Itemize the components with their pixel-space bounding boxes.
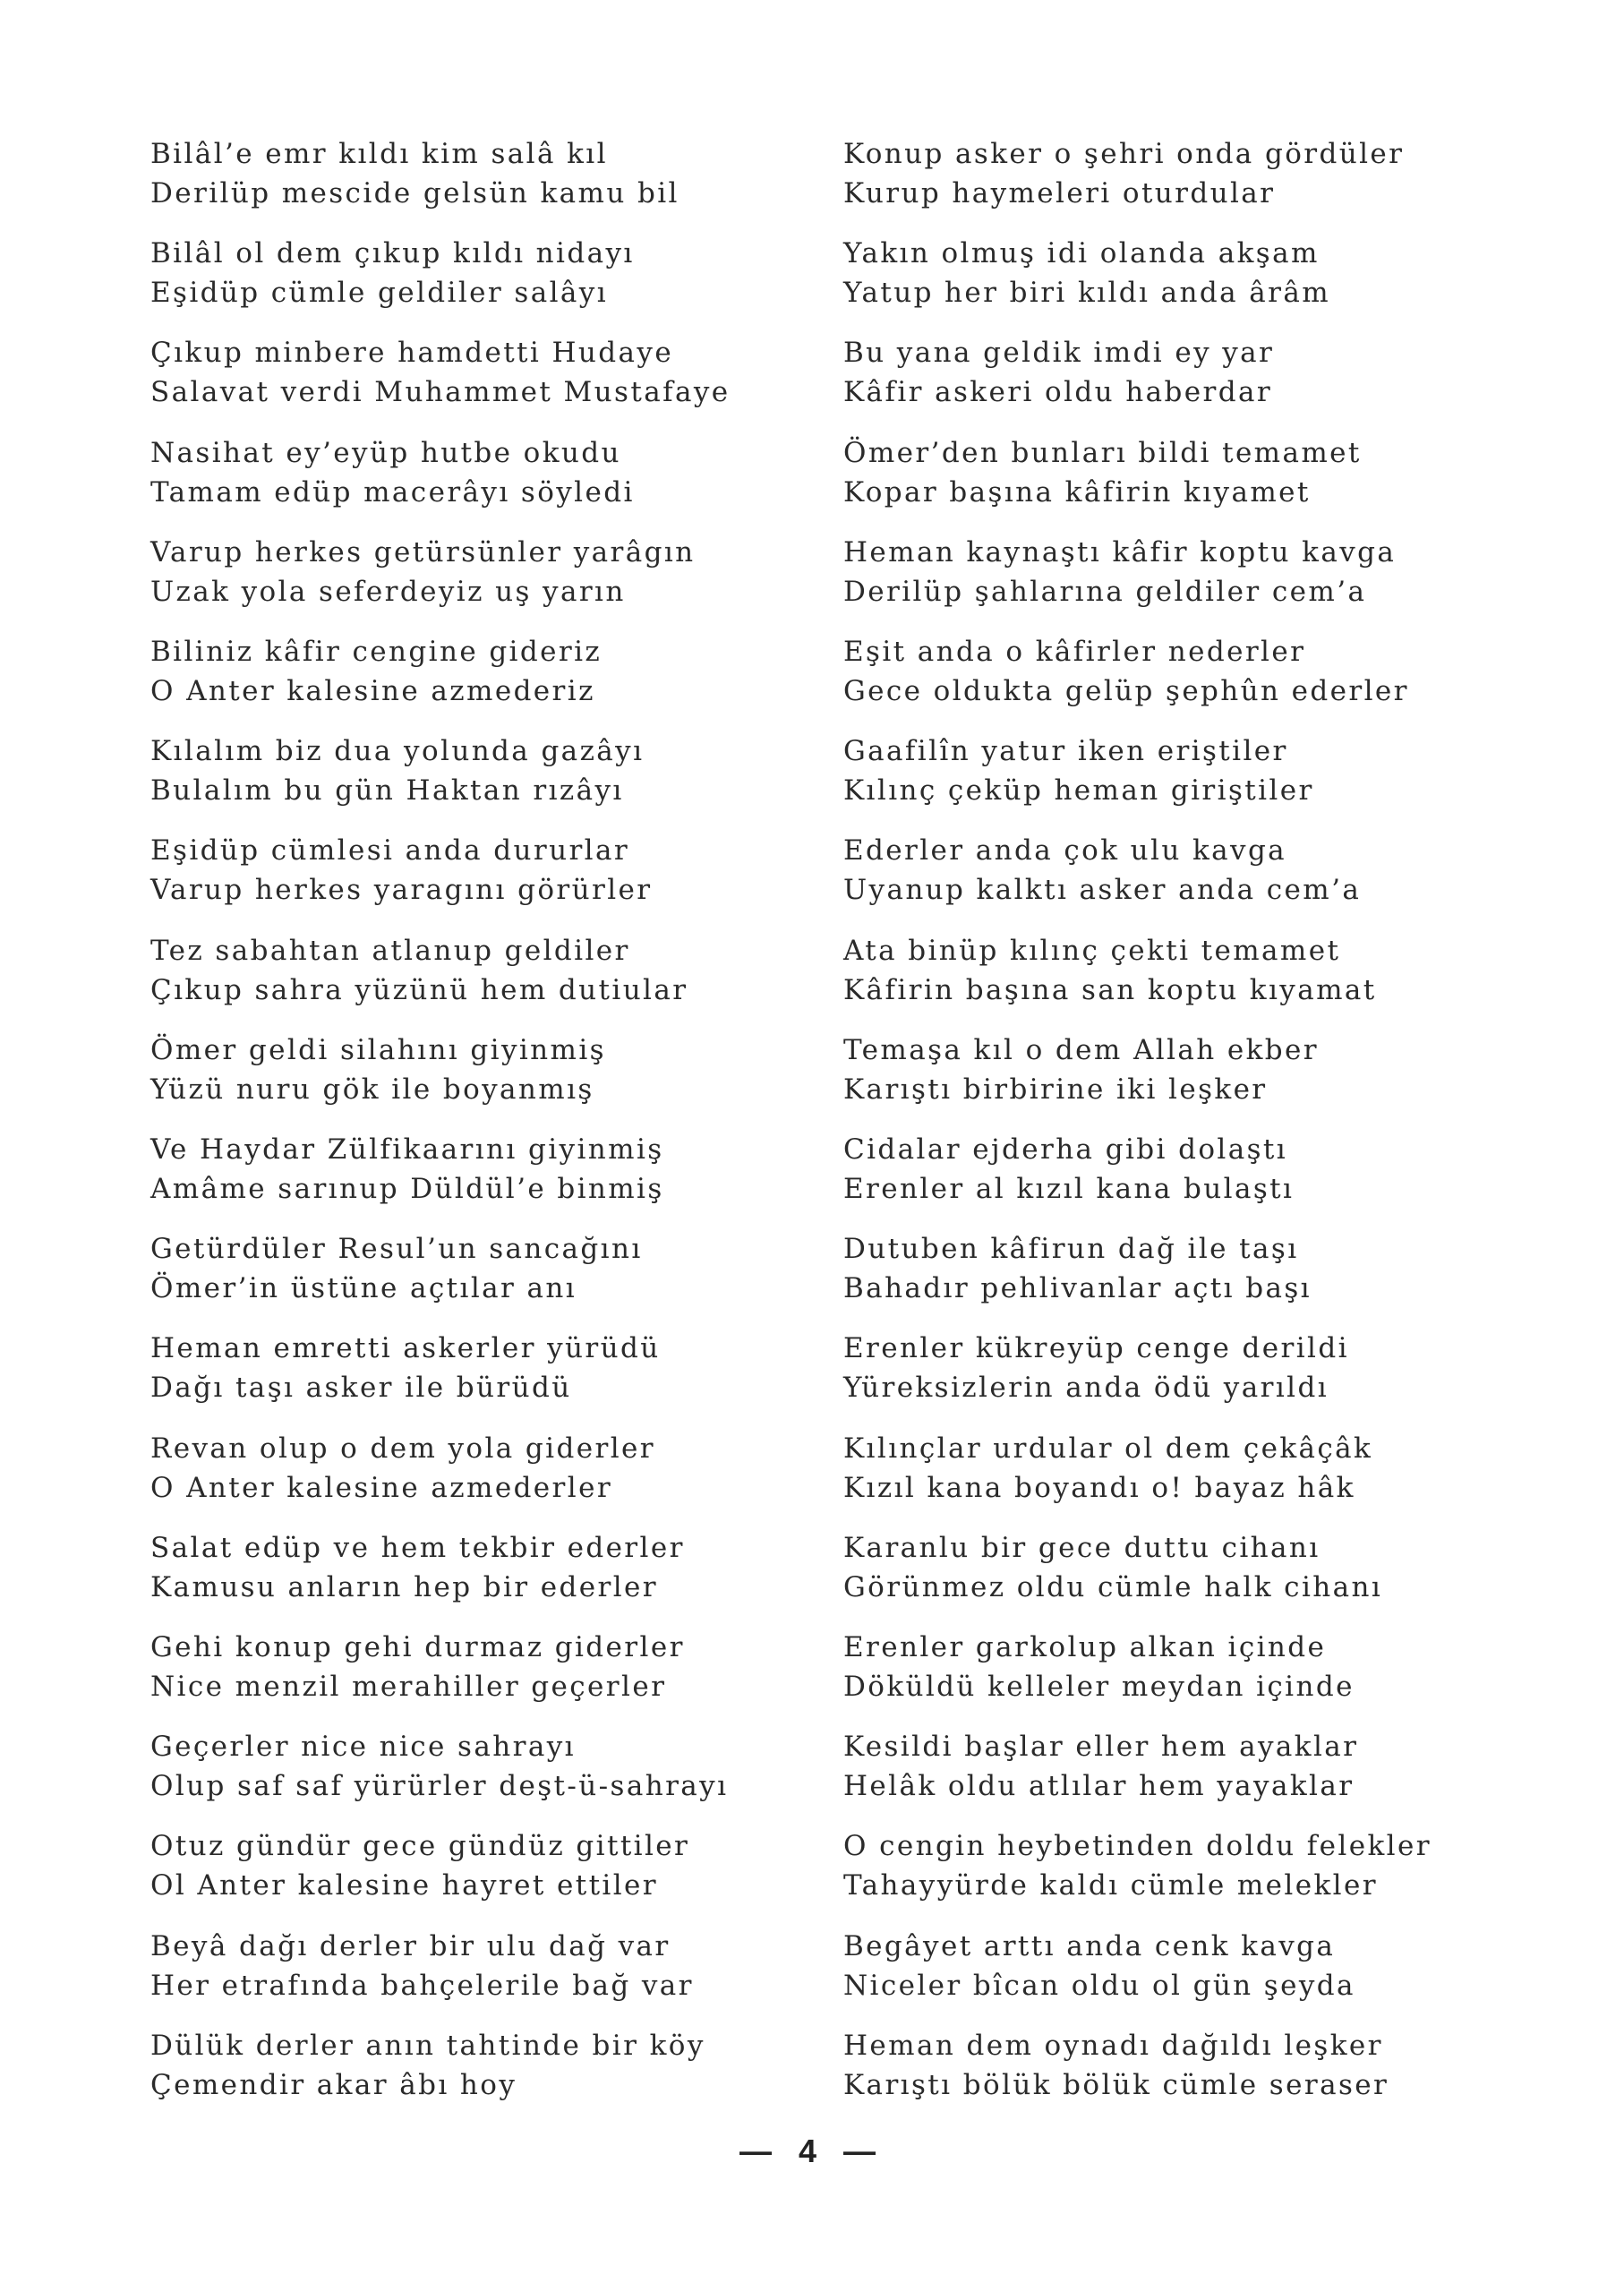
verse-line: Varup herkes getürsünler yarâgın [150, 535, 696, 568]
couplet [150, 1528, 685, 1607]
verse-line: Kılınçlar urdular ol dem çekâçâk [843, 1432, 1373, 1465]
couplet [843, 2026, 1389, 2105]
verse-line: Varup herkes yaragını görürler [150, 874, 653, 907]
couplet [843, 1628, 1355, 1706]
verse-line: Eşidüp cümlesi anda dururlar [150, 834, 630, 868]
verse-line: Çemendir akar âbı hoy [150, 2068, 517, 2101]
verse-line: Cidalar ejderha gibi dolaştı [843, 1133, 1288, 1166]
verse-line: Beyâ dağı derler bir ulu dağ var [150, 1929, 671, 1962]
verse-line: Kurup haymeleri oturdular [843, 177, 1276, 209]
verse-line: Kâfirin başına san koptu kıyamat [843, 973, 1377, 1006]
verse-line: Yüzü nuru gök ile boyanmış [150, 1073, 594, 1106]
couplet [843, 533, 1396, 611]
couplet [843, 433, 1362, 512]
verse-line: Erenler garkolup alkan içinde [843, 1631, 1327, 1663]
couplet [843, 1528, 1382, 1607]
verse-line: Ol Anter kalesine hayret ettiler [150, 1869, 659, 1902]
verse-line: Salat edüp ve hem tekbir ederler [150, 1531, 685, 1564]
verse-line: Eşit anda o kâfirler nederler [843, 636, 1306, 668]
couplet [843, 234, 1330, 312]
verse-line: Nasihat ey’eyüp hutbe okudu [150, 436, 621, 469]
couplet [843, 1130, 1294, 1209]
couplet [150, 533, 696, 611]
couplet [843, 1826, 1432, 1905]
couplet [150, 1826, 689, 1905]
couplet [150, 1130, 664, 1209]
couplet [150, 2026, 705, 2105]
verse-line: Bilâl’e emr kıldı kim salâ kıl [150, 138, 608, 170]
verse-line: Otuz gündür gece gündüz gittiler [150, 1830, 690, 1863]
verse-line: Yüreksizlerin anda ödü yarıldı [843, 1372, 1329, 1405]
verse-line: Yatup her biri kıldı anda ârâm [843, 277, 1331, 310]
verse-line: Ömer’den bunları bildi temamet [843, 436, 1362, 469]
verse-line: Bulalım bu gün Haktan rızâyı [150, 774, 624, 808]
verse-line: Ömer’in üstüne açtılar anı [150, 1272, 577, 1305]
verse-line: Gece oldukta gelüp şephûn ederler [843, 675, 1409, 707]
verse-line: Derilüp mescide gelsün kamu bil [150, 177, 680, 209]
verse-line: Bu yana geldik imdi ey yar [843, 337, 1275, 370]
verse-line: Tez sabahtan atlanup geldiler [150, 934, 630, 967]
verse-line: O Anter kalesine azmederiz [150, 675, 595, 707]
couplet [843, 632, 1409, 711]
couplet [843, 1229, 1312, 1308]
couplet [843, 1429, 1372, 1508]
verse-line: Revan olup o dem yola giderler [150, 1432, 655, 1465]
verse-line: Olup saf saf yürürler deşt-ü-sahrayı [150, 1770, 729, 1803]
couplet [843, 931, 1377, 1010]
verse-line: Temaşa kıl o dem Allah ekber [843, 1033, 1320, 1066]
verse-line: Begâyet arttı anda cenk kavga [843, 1929, 1336, 1962]
verse-line: Salavat verdi Muhammet Mustafaye [150, 376, 731, 409]
verse-line: Uyanup kalktı asker anda cem’a [843, 874, 1362, 907]
couplet [843, 1030, 1319, 1109]
couplet [843, 1329, 1349, 1407]
verse-line: Geçerler nice nice sahrayı [150, 1731, 576, 1764]
verse-line: Gehi konup gehi durmaz giderler [150, 1631, 685, 1663]
verse-line: Konup asker o şehri onda gördüler [843, 138, 1405, 170]
verse-line: Ömer geldi silahını giyinmiş [150, 1033, 606, 1066]
verse-line: Kızıl kana boyandı o! bayaz hâk [843, 1471, 1355, 1504]
couplet [150, 1628, 685, 1706]
verse-line: Erenler kükreyüp cenge derildi [843, 1332, 1349, 1365]
couplet [150, 1429, 655, 1508]
verse-line: Kılalım biz dua yolunda gazâyı [150, 735, 645, 768]
verse-line: Dutuben kâfirun dağ ile taşı [843, 1233, 1299, 1266]
couplet [843, 134, 1404, 213]
couplet [150, 1229, 643, 1308]
verse-line: Bilâl ol dem çıkup kıldı nidayı [150, 237, 635, 270]
verse-line: Tamam edüp macerâyı söyledi [150, 475, 635, 509]
verse-line: Niceler bîcan oldu ol gün şeyda [843, 1969, 1355, 2002]
couplet [150, 1927, 694, 2005]
couplet [150, 234, 635, 312]
couplet [150, 134, 680, 213]
verse-line: Karanlu bir gece duttu cihanı [843, 1531, 1321, 1564]
verse-line: Heman kaynaştı kâfir koptu kavga [843, 535, 1397, 568]
verse-line: Kılınç çeküp heman giriştiler [843, 774, 1314, 808]
couplet [150, 931, 688, 1010]
verse-line: Görünmez oldu cümle halk cihanı [843, 1570, 1383, 1603]
couplet [843, 1927, 1355, 2005]
couplet [150, 831, 653, 910]
verse-line: Her etrafında bahçelerile bağ var [150, 1969, 694, 2002]
verse-line: Kopar başına kâfirin kıyamet [843, 475, 1311, 509]
verse-line: Ata binüp kılınç çekti temamet [843, 934, 1341, 967]
couplet [150, 1329, 661, 1407]
verse-line: Bahadır pehlivanlar açtı başı [843, 1272, 1312, 1305]
verse-line: Derilüp şahlarına geldiler cem’a [843, 575, 1367, 608]
verse-line: Biliniz kâfir cengine gideriz [150, 636, 603, 668]
verse-line: Heman dem oynadı dağıldı leşker [843, 2029, 1383, 2062]
couplet [150, 333, 730, 412]
couplet [150, 731, 644, 810]
verse-line: Dağı taşı asker ile bürüdü [150, 1372, 572, 1405]
verse-line: Karıştı birbirine iki leşker [843, 1073, 1268, 1106]
verse-line: Getürdüler Resul’un sancağını [150, 1233, 643, 1266]
verse-line: Helâk oldu atlılar hem yayaklar [843, 1770, 1355, 1803]
couplet [843, 1727, 1358, 1806]
verse-line: Gaafilîn yatur iken eriştiler [843, 735, 1288, 768]
verse-line: Erenler al kızıl kana bulaştı [843, 1173, 1295, 1205]
verse-line: Kesildi başlar eller hem ayaklar [843, 1731, 1359, 1764]
verse-line: O cengin heybetinden doldu felekler [843, 1830, 1432, 1863]
verse-line: Çıkup sahra yüzünü hem dutiular [150, 973, 688, 1006]
verse-line: Amâme sarınup Düldül’e binmiş [150, 1173, 664, 1205]
page-footer [0, 2133, 1624, 2170]
verse-line: Çıkup minbere hamdetti Hudaye [150, 337, 674, 370]
verse-line: Tahayyürde kaldı cümle melekler [843, 1869, 1378, 1902]
verse-line: Kâfir askeri oldu haberdar [843, 376, 1273, 409]
verse-line: Nice menzil merahiller geçerler [150, 1671, 667, 1703]
verse-line: Döküldü kelleler meydan içinde [843, 1671, 1355, 1703]
verse-line: Kamusu anların hep bir ederler [150, 1570, 659, 1603]
couplet [843, 731, 1314, 810]
couplet [843, 831, 1361, 910]
couplet [150, 632, 602, 711]
couplet [150, 1030, 606, 1109]
couplet [150, 1727, 728, 1806]
verse-line: Uzak yola seferdeyiz uş yarın [150, 575, 626, 608]
verse-line: Ve Haydar Zülfikaarını giyinmiş [150, 1133, 664, 1166]
verse-line: Eşidüp cümle geldiler salâyı [150, 277, 609, 310]
couplet [843, 333, 1274, 412]
verse-line: Heman emretti askerler yürüdü [150, 1332, 661, 1365]
couplet [150, 433, 635, 512]
page-number: — 4 — [739, 2133, 885, 2169]
verse-line: O Anter kalesine azmederler [150, 1471, 613, 1504]
verse-line: Karıştı bölük bölük cümle seraser [843, 2068, 1389, 2101]
verse-line: Yakın olmuş idi olanda akşam [843, 237, 1320, 270]
verse-line: Ederler anda çok ulu kavga [843, 834, 1287, 868]
verse-line: Dülük derler anın tahtinde bir köy [150, 2029, 705, 2062]
